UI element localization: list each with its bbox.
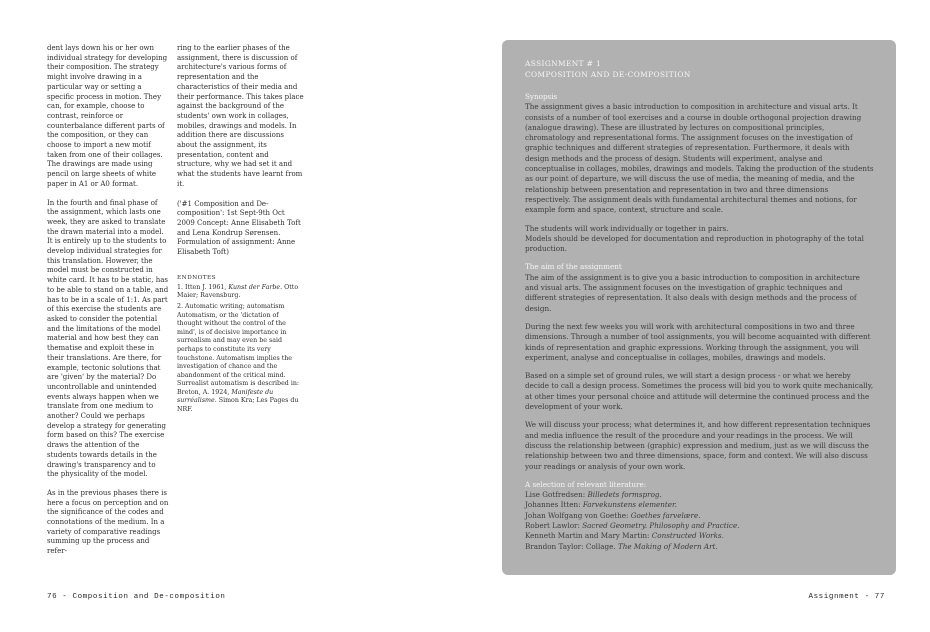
literature-author: Robert Lawlor: [525,520,583,530]
literature-item [525,542,874,552]
assignment-panel [502,40,896,575]
literature-title: The Making of Modern Art. [617,541,718,551]
literature-author: Johannes Itten: [525,500,583,510]
endnote-2-book-title: Manifeste du surréalisme. [177,388,274,405]
body-paragraph: dent lays down his or her own individual strategy for developing their composition. The strategy might involve drawing in a particular way or setting a specific process in motion. They can, for example, choose to contrast, reinforce or counterbalance different parts of the composition, or they can choose to import a new motif taken from one of their collages. The drawings are made using pencil on large sheets of white paper in A1 or A0 format. [47,44,168,188]
endnote-2-text: 2. Automatic writing; automatism Automatism, or the 'dictation of thought without the control of the mind', is of decisive importance in surrealism and may even be said perhaps to constitute its very touchstone. Automatism implies the investigation of chance and the abandonment of the critical mind. Surrealist automatism is described in: Breton, A. 1924, [177,302,300,396]
literature-item [525,531,874,541]
left-page-footer: 76 - Composition and De-composition [47,593,226,601]
aim-paragraph: The aim of the assignment is to give you a basic introduction to composition in architecture and visual arts. The assignment focuses on the investigation of graphic techniques and different strategies of representation. It also deals with design methods and the process of design. [525,272,860,313]
literature-heading: A selection of relevant literature: [525,479,647,489]
literature-author: Kenneth Martin and Mary Martin: [525,531,652,541]
body-paragraph: As in the previous phases there is here a focus on perception and on the significance of the codes and connotations of the medium. In a variety of comparative readings summing up the process and refer- [47,488,169,556]
synopsis-heading: Synopsis [525,92,558,101]
left-page-column-1 [47,44,169,566]
endnote-1-text: 1. Itten J. 1961, [177,283,229,291]
literature-title: Constructed Works. [651,531,724,541]
endnotes-heading: ENDNOTES [177,274,217,281]
literature-item [525,490,874,500]
work-note-line: Models should be developed for documentation and reproduction in photography of the total production. [525,233,864,254]
literature-item [525,511,874,521]
literature-author: Lise Gotfredsen: [525,490,588,500]
literature-author: Johan Wolfgang von Goethe: [525,510,631,520]
endnote-2 [177,303,304,415]
aim-paragraph: We will discuss your process; what determines it, and how different representation techniques and media influence the result of the procedure and your readings in the process. We will discuss the relationship between (graphic) expression and medium, just as we will discuss the relationship between two and three dimensions, space, form and context. We will also discuss your readings or analysis of your own work. [525,420,871,471]
body-paragraph: In the fourth and final phase of the assignment, which lasts one week, they are asked to translate the drawn material into a model. It is entirely up to the students to develop individual strategies for this translation. However, the model must be constructed in white card. It has to be static, has to be able to stand on a table, and has to be in a scale of 1:1. As part of this exercise the students are asked to consider the potential and the limitations of the model material and how best they can thematise and exploit these in their translations. Are there, for example, tectonic solutions that are 'given' by the material? Do uncontrollable and unintended events always happen when we translate from one medium to another? Could we perhaps develop a strategy for generating form based on this? The exercise draws the attention of the students towards details in the drawing's transparency and to the physicality of the model. [47,198,169,479]
literature-author: Brandon Taylor: Collage. [525,541,618,551]
literature-title: Sacred Geometry. Philosophy and Practice. [582,520,740,530]
literature-title: Farvekunstens elementer. [582,500,677,510]
endnote-1-publisher: Otto Maier; Ravensburg. [177,283,299,300]
aim-heading: The aim of the assignment [525,262,622,272]
endnote-1 [177,284,304,301]
assignment-title-line-1: ASSIGNMENT # 1 [525,59,602,68]
endnote-2-publisher: Simon Kra; Les Pages du NRF. [177,397,299,414]
aim-paragraph: Based on a simple set of ground rules, we will start a design process - or what we hereby decide to call a design process. Sometimes the process will bid you to work quite mechanically, at other times your personal choice and attitude will determine the continued process and the development of your work. [525,371,874,412]
assignment-title [525,58,874,80]
assignment-credit: ('#1 Composition and De-composition': 1st Sept-9th Oct 2009 Concept: Anne Elisabeth Toft and Lena Kondrup Sørensen. Formulation of assignment: Anne Elisabeth Toft) [177,199,301,257]
literature-item [525,500,874,510]
assignment-title-line-2: COMPOSITION AND DE-COMPOSITION [525,70,691,79]
synopsis-paragraph: The assignment gives a basic introduction to composition in architecture and visual arts. It consists of a number of tool exercises and a course in double orthogonal projection drawing (analogue drawing). These are illustrated by lectures on compositional principles, chromatology and representational forms. The assignment focuses on the investigation of graphic techniques and different strategies of representation. Furthermore, it deals with design methods and the process of design. Students will experiment, analyse and conceptualise in collages, mobiles, drawings and models. Taking the production of the students as our point of departure, we will discuss the use of media, the meaning of media, and the relationship between presentation and representation in two and three dimensions respectively. The assignment deals with fundamental architectural themes and notions, for example form and space, context, structure and scale. [525,102,874,215]
endnote-1-book-title: Kunst der Farbe. [228,283,283,291]
right-page-footer: Assignment - 77 [808,593,885,601]
literature-item [525,521,874,531]
left-page-column-2 [177,44,304,417]
work-note-line: The students will work individually or together in pairs. [525,223,729,233]
body-paragraph: ring to the earlier phases of the assignment, there is discussion of architecture's various forms of representation and the characteristics of their media and their performance. This takes place against the background of the students' own work in collages, mobiles, drawings and models. In addition there are discussions about the assignment, its presentation, content and structure, why we had set it and what the students have learnt from it. [177,44,304,188]
literature-title: Goethes farvelære. [630,510,701,520]
aim-paragraph: During the next few weeks you will work with architectural compositions in two and three dimensions. Through a number of tool assignments, you will become acquainted with different kinds of representation and graphic expressions. Working through the assignment, you will experiment, analyse and conceptualise in collages, mobiles, drawings and models. [525,321,871,362]
literature-title: Billedets formsprog. [587,490,662,500]
